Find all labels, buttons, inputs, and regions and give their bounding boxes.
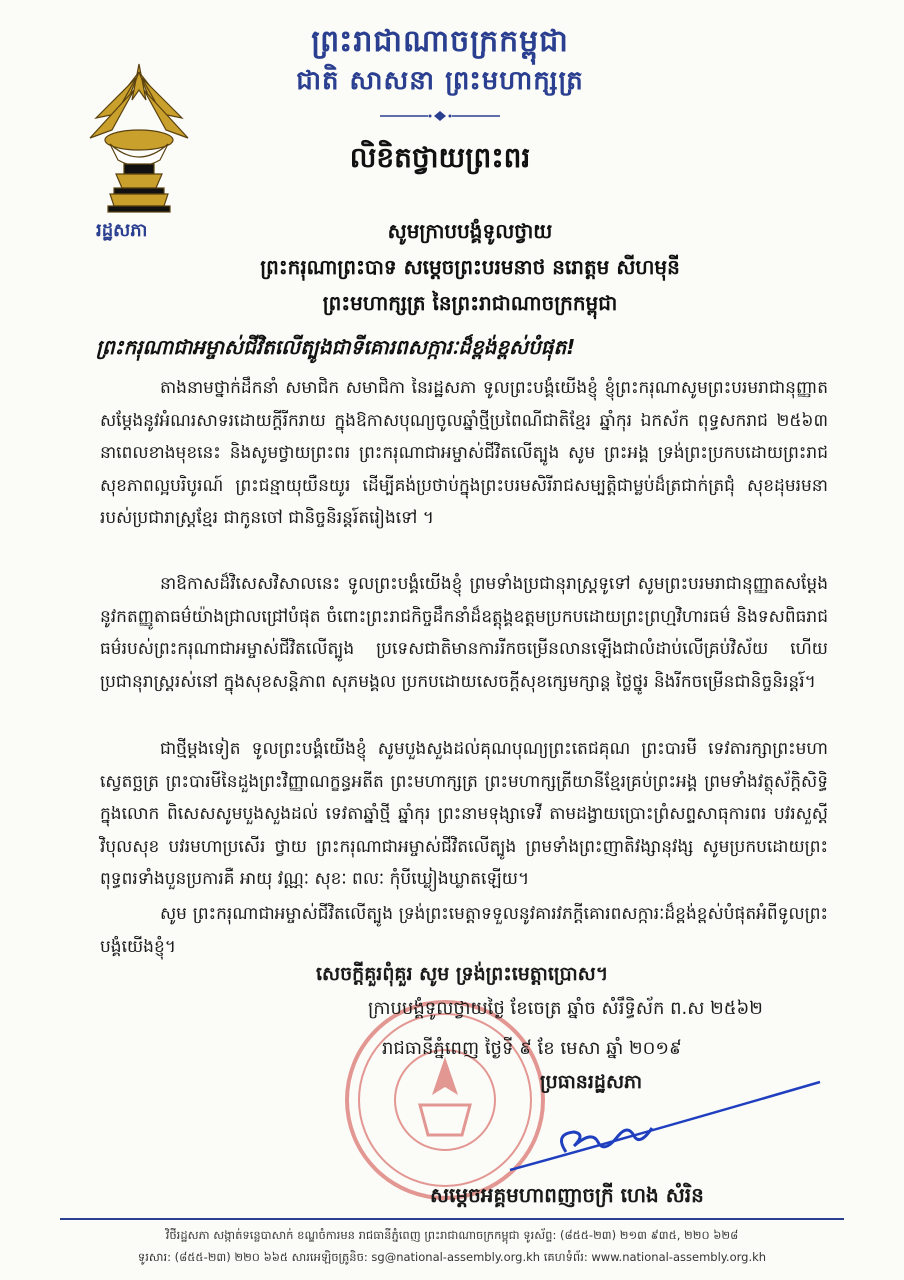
document-title: លិខិតថ្វាយព្រះពរ [349, 141, 531, 174]
paragraph-3-text: ជាថ្មីម្ដងទៀត ទូលព្រះបង្គំយើងខ្ញុំ សូមបួងសួងដល់គុណបុណ្យព្រះតេជគុណ ព្រះបារមី ទេវតារក្សាព្រះមហាស្វេតច្ឆត្រ ព្រះបារមីនៃដួងព្រះវិញ្ញាណក្ខន្ធអតីត ព្រះមហាក្សត្រ ព្រះមហាក្សត្រីយានីខ្មែរគ្រប់ព្រះអង្គ ព្រមទាំងវត្ថុស័ក្ដិសិទ្ធិក្នុងលោក ពិសេសសូមបួងសួងដល់ ទេវតាឆ្នាំថ្មី ឆ្នាំកុរ ព្រះនាមទុង្សាទេវី តាមដង្វាយប្រោះព្រំសព្ទសាធុការពរ បវរសួស្ដី វិបុលសុខ បវរមហាប្រសើរ ថ្វាយ ព្រះករុណាជាអម្ចាស់ជីវិតលើត្បូង ព្រមទាំងព្រះញាតិវង្សានុវង្ស សូមប្រកបដោយព្រះ ពុទ្ធពរទាំងបួនប្រការគឺ អាយុ វណ្ណៈ សុខៈ ពលៈ កុំបីឃ្លៀងឃ្លាតឡើយ។ [100, 739, 828, 889]
paragraph-3 [100, 733, 828, 896]
address-line-3: ព្រះមហាក្សត្រ នៃព្រះរាជាណាចក្រកម្ពុជា [322, 291, 618, 315]
paragraph-2 [100, 568, 828, 698]
footer-contact: ទូរសារ: (៨៥៥-២៣) ២២០ ៦៦៥ សារអេឡិចត្រូនិច: sg@national-assembly.org.kh គេហទំព័រ: www.national-assembly.org.kh [137, 1250, 767, 1264]
signer-title: ប្រធានរដ្ឋសភា [540, 1071, 643, 1093]
place-date-line: រាជធានីភ្នំពេញ ថ្ងៃទី ៩ ខែ មេសា ឆ្នាំ ២០១៩ [382, 1038, 682, 1059]
paragraph-4 [100, 898, 828, 963]
lunar-date-line: ក្រាបបង្គំទូលថ្វាយថ្ងៃ ខែចេត្រ ឆ្នាំច សំរឹទ្ធិស័ក ព.ស ២៥៦២ [368, 998, 763, 1019]
emblem-label: រដ្ឋសភា [96, 220, 148, 241]
handwritten-signature-icon [500, 1070, 830, 1180]
national-assembly-emblem-icon [84, 60, 194, 220]
closing-line: សេចក្ដីគួរពុំគួរ សូម ទ្រង់ព្រះមេត្តាប្រោស។ [316, 963, 609, 985]
footer-divider [60, 1218, 844, 1220]
paragraph-1-text: តាងនាមថ្នាក់ដឹកនាំ សមាជិក សមាជិកា នៃរដ្ឋសភា ទូលព្រះបង្គំយើងខ្ញុំ ខ្ញុំព្រះករុណាសូមព្រះបរមរាជានុញ្ញាតសម្ដែងនូវអំណរសាទរដោយក្ដីរីករាយ ក្នុងឱកាសបុណ្យចូលឆ្នាំថ្មីប្រពៃណីជាតិខ្មែរ ឆ្នាំកុរ ឯកស័ក ពុទ្ធសករាជ ២៥៦៣ នាពេលខាងមុខនេះ និងសូមថ្វាយព្រះពរ ព្រះករុណាជាអម្ចាស់ជីវិតលើត្បូង សូម ព្រះអង្គ ទ្រង់ព្រះប្រកបដោយព្រះរាជសុខភាពល្អបរិបូរណ៍ ព្រះជន្មាយុយឺនយូរ ដើម្បីគង់ប្រថាប់ក្នុងព្រះបរមសិរីរាជសម្បត្តិជាម្លប់ដ៏ត្រជាក់ត្រជុំ សុខដុមរមនា របស់ប្រជារាស្ត្រខ្មែរ ជាកូនចៅ ជានិច្ចនិរន្តរ៍តរៀងទៅ ។ [100, 378, 828, 528]
address-line-2: ព្រះករុណាព្រះបាទ សម្ដេចព្រះបរមនាថ នរោត្ដម សីហមុនី [260, 255, 680, 279]
national-motto: ជាតិ សាសនា ព្រះមហាក្សត្រ [296, 66, 584, 96]
paragraph-1 [100, 372, 828, 535]
salutation: ព្រះករុណាជាអម្ចាស់ជីវិតលើត្បូងជាទីគោរពសក្ការៈដ៏ខ្ពង់ខ្ពស់បំផុត! [96, 335, 576, 359]
paragraph-4-text: សូម ព្រះករុណាជាអម្ចាស់ជីវិតលើត្បូង ទ្រង់ព្រះមេត្តាទទួលនូវគារវភក្ដីគោរពសក្ការៈដ៏ខ្ពង់ខ្ពស់បំផុតអំពីទូលព្រះបង្គំយើងខ្ញុំ។ [100, 904, 828, 957]
address-line-1: សូមក្រាបបង្គំទូលថ្វាយ [387, 219, 553, 243]
ornament-divider-icon [380, 110, 500, 122]
kingdom-heading: ព្រះរាជាណាចក្រកម្ពុជា [311, 24, 569, 59]
footer-address: វិថីរដ្ឋសភា សង្កាត់ទន្លេបាសាក់ ខណ្ឌចំការមន រាជធានីភ្នំពេញ ព្រះរាជាណាចក្រកម្ពុជា ទូរស័ព្ទ: (៨៥៥-២៣) ២១៣ ៩៣៥, ២២០ ៦២៨ [165, 1228, 739, 1242]
signer-name: សម្ដេចអគ្គមហាពញាចក្រី ហេង សំរិន [430, 1183, 704, 1207]
paragraph-2-text: នាឱកាសដ៏វិសេសវិសាលនេះ ទូលព្រះបង្គំយើងខ្ញុំ ព្រមទាំងប្រជានុរាស្ត្រទូទៅ សូមព្រះបរមរាជានុញ្ញាតសម្ដែងនូវកតញ្ញូតាធម៌យ៉ាងជ្រាលជ្រៅបំផុត ចំពោះព្រះរាជកិច្ចដឹកនាំដ៏ឧត្ដុង្គឧត្ដមប្រកបដោយព្រះព្រហ្មវិហារធម៌ និងទសពិធរាជធម៌របស់ព្រះករុណាជាអម្ចាស់ជីវិតលើត្បូង ប្រទេសជាតិមានការរីកចម្រើនលានឡើងជាលំដាប់លើគ្រប់វិស័យ ហើយប្រជានុរាស្ត្ររស់នៅ ក្នុងសុខសន្ដិភាព សុភមង្គល ប្រកបដោយសេចក្ដីសុខក្សេមក្សាន្ត ថ្លៃថ្នូរ និងរីកចម្រើនជានិច្ចនិរន្តរ៍។ [100, 574, 828, 692]
